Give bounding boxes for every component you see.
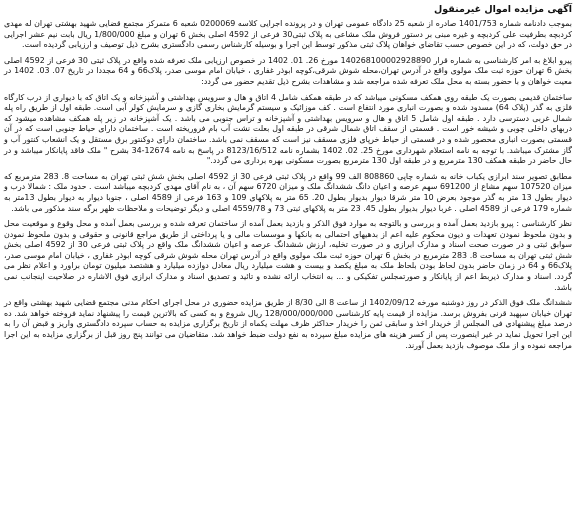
paragraph-building-description: ساختمان قدیمی بصورت یک طبقه روی همکف مسکونی میباشد که در طبقه همکف شامل 4 اتاق و هال و سرویس بهداشتی و آشپزخانه و یک اتاق که با دیواری از درب کارگاه فلزی به گذر (پلاک 64) مسدود شده و بصورت انباری مورد انتفاع است . کف موزائیک و سیستم گرمایش بخاری گازی و سرمایش کولر آبی است. طبقه اول از طریق راه پله شمال غربی دسترسی دارد . طبقه اول شامل 5 اتاق و هال و سرویس بهداشتی و آشپزخانه و تراس جنوبی می باشد . یک آشپزخانه در زیر پله همکف مشاهده میشود که دربهای داخلی چوبی و شیشه خور است . قسمتی از سقف اتاق شمال شرقی در طبقه اول بعلت نشت آب بام فروریخته است . ساختمان دارای حیاط جنوبی است که در آن قسمتی بصورت انباری محصور شده و در قسمتی از حیاط خرپای فلزی مسقف نیز است که مسقف نمی باشد. ساختمان دارای دوکنتور برق مستقل و یک انشعاب کنتور آب و گاز مشترک میباشد. با توجه به نامه استعلام شهرداری مورخ 25. 02. 1402 بشماره نامه 8123/16/512 در پاسخ به نامه 12674-34 بشرح " ملک فاقد پایانکار میباشد و در حال حاضر در طبقه همکف 130 مترمربع و در طبقه اول 130 مترمربع بصورت مسکونی بهره برداری می گردد." bbox=[4, 92, 572, 166]
paragraph-auction-terms: ششدانگ ملک فوق الذکر در روز دوشنبه مورخه 1402/09/12 از ساعت 8 الی 8/30 از طریق مزایده حضوری در محل اجرای احکام مدنی مجتمع قضایی شهید بهشتی واقع در تهران خیابان سپهبد قرنی بفروش برسد. مزایده از قیمت پایه کارشناسی 128/000/000/000 ریال شروع و به کسی که بالاترین قیمت را پیشنهاد نماید فروخته خواهد شد. ده درصد مبلغ پیشنهادی فی المجلس از خریدار اخذ و سابقی ثمن را خریدار حداکثر ظرف مهلت یکماه از تاریخ برگزاری مزایده به حساب سپرده دادگستری واریز و قبض آن را به این اجرا تحویل نماید در غیر اینصورت پس از کسر هزینه های مزایده مبلغ سپرده به نفع دولت ضبط خواهد شد. متقاضیان می توانند پنج روز قبل از برگزاری مزایده به این اجرا مراجعه نموده و از ملک موصوف بازدید بعمل آورند. bbox=[4, 298, 573, 350]
paragraph-expert-assignment: پیرو ابلاغ به امر کارشناسی به شماره قرار 140268100002928890 مورخ 26. 01. 1402 در خصوص ارزیابی ملک تعرفه شده واقع در پلاک ثبتی 30 فرعی از 4592 اصلی بخش 6 تهران حوزه ثبت ملک مولوی واقع در آدرس تهران،محله شوش شرقی،کوچه ابوذر غفاری ، خیابان امام موسی صدر، پلاک66 و 64 مجددا در تاریخ 07. 03. 1402 در معیت خواهان و با حضور بسته به محل ملک تعرفه شده مراجعه شد و مشاهدات بشرح ذیل تقدیم حضور می گردد: bbox=[4, 55, 573, 86]
paragraph-judgment: بموجب دادنامه شماره 1401/753 صادره از شعبه 25 دادگاه عمومی تهران و در پرونده اجرایی کلاسه 0200069 شعبه 6 متمرکز مجتمع قضایی شهید بهشتی تهران له مهدی کردبچه بطرفیت علی کردبچه و غیره مبنی بر دستور فروش ملک مشاعی به پلاک ثبتی30 فرعی از 4592 اصلی بخش 6 تهران و مبلغ 1/800/000 ریال بابت نیم عشر اجرایی در حق دولت، که در این خصوص حسب تقاضای خواهان پلاک ثبتی مذکور توسط این اجرا و بوسیله کارشناس رسمی دادگستری بشرح ذیل توصیف و ارزیابی گردیده است. bbox=[4, 19, 572, 50]
paragraph-expert-opinion: نظر کارشناسی : پیرو بازدید بعمل آمده و بررسی و بالتوجه به موارد فوق الذکر و بازدید بعمل آمده از ساختمان تعرفه شده و بررسی بعمل آمده و محل وقوع و موقعیت محل و بدون ملحوظ نمودن تعهدات و دیون محکوم علیه اعم از بدهیهای احتمالی به بانکها و موسسات مالی و یا پرداختی از طریق مراجع قانونی و حقوقی و بدون ملحوظ نمودن سوابق ثبتی و در صورت صحت اسناد و مدارک ابرازی و در صورت تخلیه، ارزش ششدانگ عرصه و اعیان ششدانگ ملک واقع در پلاک ثبتی فرعی 30 از 4592 اصلی بخش شش ثبتی تهران به مساحت 8. 283 مترمربع در بخش 6 تهران حوزه ثبت ملک مولوی واقع در آدرس تهران محله شوش شرقی کوچه ابوذر غفاری ، خیابان امام موسی صدر، پلاک66 و 64 در زمان حاضر بدون لحاظ بودن بلحاظ ملک به مبلغ یکصد و بیست و هشت میلیارد ریال معادل دوازده میلیارد و هشتصد میلیون تومان براورد و اعلام نظر می گردد. اسناد و مدارک ذیربط اعم از پایانکار و صورتمجلس تفکیکی و ... به انتخاب ارائه نشده و تائید و تصدیق اسناد و مدارک ابرازی فوق الاشاره در صلاحیت اینجانب نمی باشد. bbox=[4, 219, 572, 292]
paragraph-deed-boundaries: مطابق تصویر سند ابرازی یکباب خانه به شماره چاپی 808860 الف 99 واقع در پلاک ثبتی فرعی 30 از 4592 اصلی بخش شش ثبتی تهران به مساحت 8. 283 مترمربع که میزان 107520 سهم مشاع از 691200 سهم عرصه و اعیان دانگ ششدانگ ملک و میزان 6720 سهم آن ، به نام آقای مهدی کردبچه میباشد است . حدود ملک : شمالا درب و دیوار بطول 13 متر به گذر موجود بعرض 10 متر شرقا دیوار بدیوار بطول 20. 65 متر به پلاکهای 109 و 163 فرعی از 4589 اصلی ، جنوبا دیوار به دیوار بطول 13متر به شماره 179 فرعی از 4589 اصلی . غربا دیوار بدیوار بطول 45. 23 متر به پلاکهای ثبتی 73 و 4559/78 اصلی و دیگر توضیحات و ملاحظات ظهر برگه سند مذکور می باشد. bbox=[4, 171, 572, 213]
notice-title: آگهی مزایده اموال غیرمنقول bbox=[434, 4, 572, 15]
